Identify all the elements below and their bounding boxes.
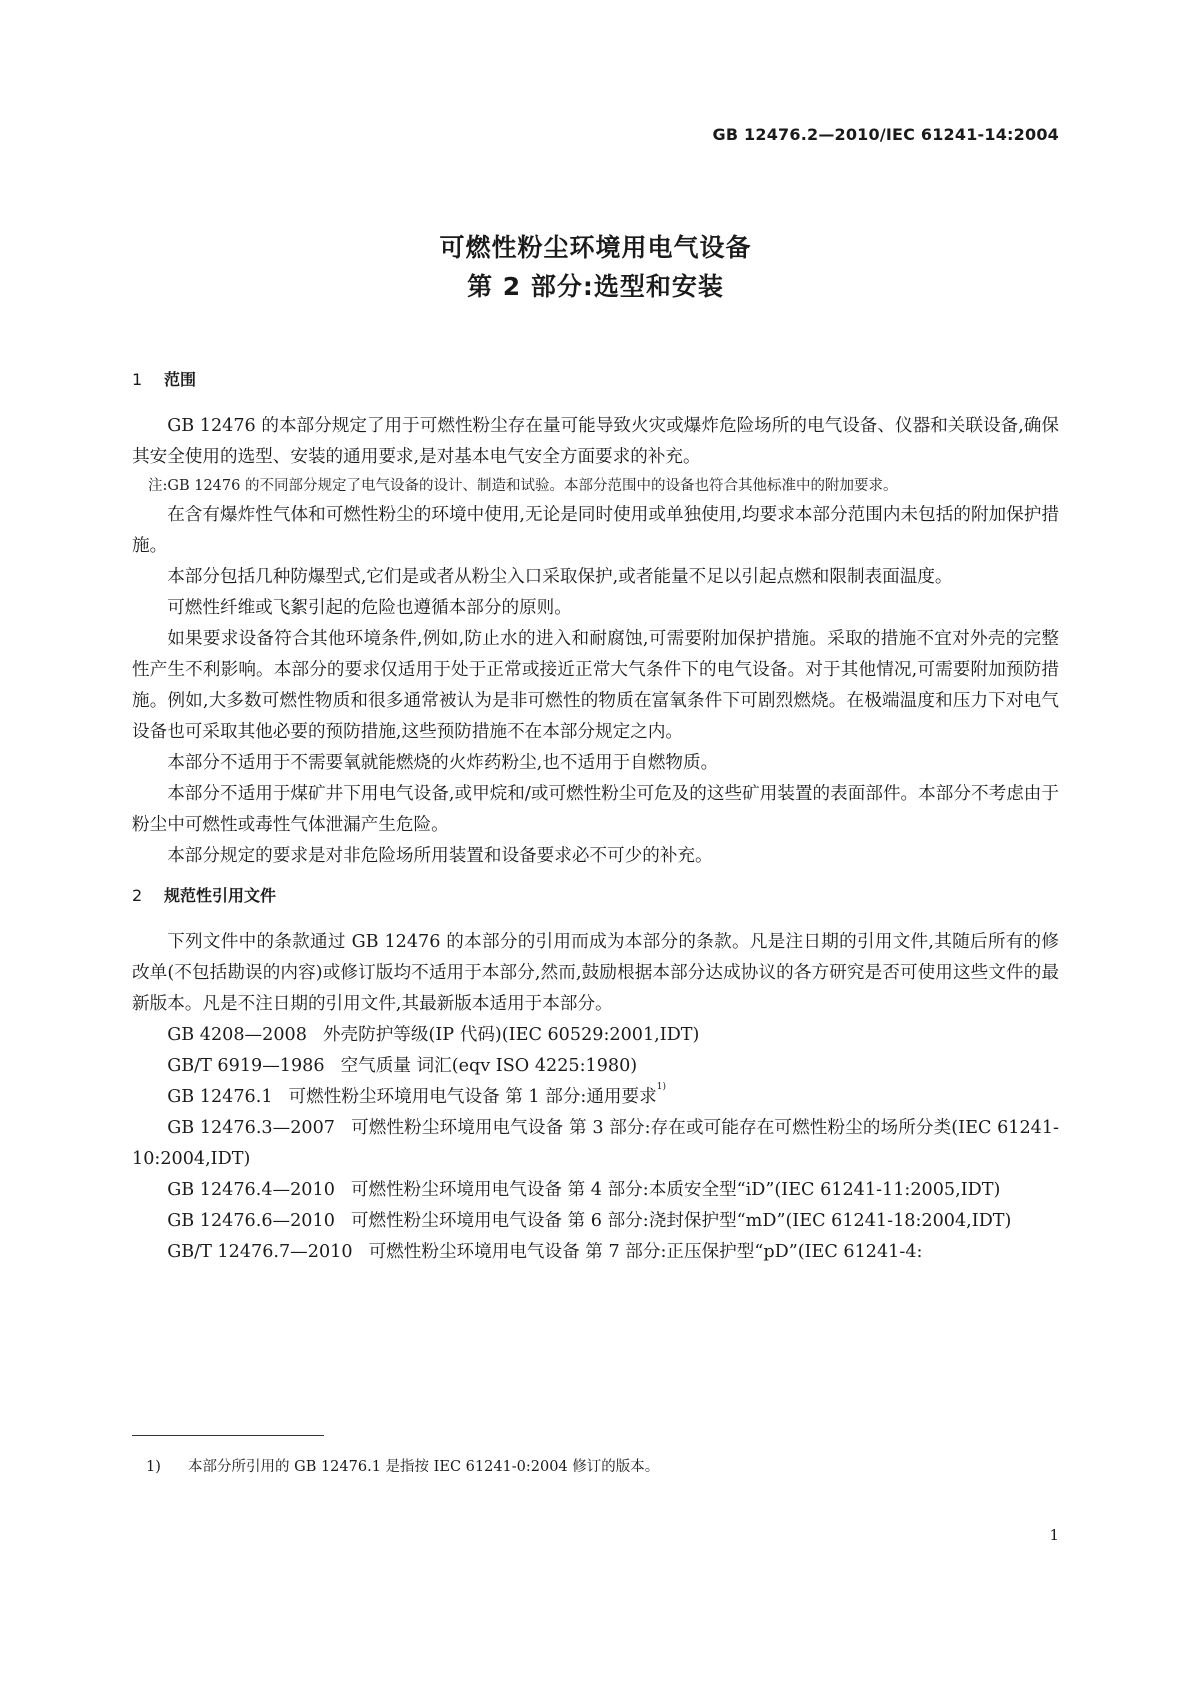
reference-title: 可燃性粉尘环境用电气设备 第 7 部分:正压保护型“pD”(IEC 61241-4: bbox=[368, 1242, 923, 1262]
paragraph: GB 12476 的本部分规定了用于可燃性粉尘存在量可能导致火灾或爆炸危险场所的电气设备、仪器和关联设备,确保其安全使用的选型、安装的通用要求,是对基本电气安全方面要求的补充。 bbox=[132, 416, 1059, 467]
title-line-1: 可燃性粉尘环境用电气设备 bbox=[439, 233, 752, 262]
reference-title: 空气质量 词汇(eqv ISO 4225:1980) bbox=[340, 1056, 638, 1076]
reference-code: GB 12476.1 bbox=[167, 1087, 273, 1107]
footnote-mark: 1) bbox=[146, 1459, 161, 1475]
footnote-text: 本部分所引用的 GB 12476.1 是指按 IEC 61241-0:2004 修订的版本。 bbox=[188, 1459, 660, 1475]
reference-title: 外壳防护等级(IP 代码)(IEC 60529:2001,IDT) bbox=[322, 1025, 700, 1045]
reference-item bbox=[132, 1175, 1059, 1206]
reference-item bbox=[132, 1051, 1059, 1082]
reference-item bbox=[132, 1082, 1059, 1113]
reference-title: 可燃性粉尘环境用电气设备 第 6 部分:浇封保护型“mD”(IEC 61241-18:2004,IDT) bbox=[350, 1211, 1012, 1231]
paragraph: 本部分不适用于煤矿井下用电气设备,或甲烷和/或可燃性粉尘可危及的这些矿用装置的表面部件。本部分不考虑由于粉尘中可燃性或毒性气体泄漏产生危险。 bbox=[132, 784, 1059, 835]
reference-item bbox=[132, 1237, 1059, 1268]
reference-title: 可燃性粉尘环境用电气设备 第 3 部分:存在或可能存在可燃性粉尘的场所分类(IEC 61241-10:2004,IDT) bbox=[132, 1118, 1059, 1169]
reference-item bbox=[132, 1206, 1059, 1237]
document-title bbox=[0, 228, 1191, 306]
note: 注:GB 12476 的不同部分规定了电气设备的设计、制造和试验。本部分范围中的设备也符合其他标准中的附加要求。 bbox=[148, 478, 898, 494]
section-2-heading bbox=[132, 882, 1059, 910]
reference-title: 可燃性粉尘环境用电气设备 第 4 部分:本质安全型“iD”(IEC 61241-11:2005,IDT) bbox=[350, 1180, 1001, 1200]
page-number: 1 bbox=[1049, 1526, 1059, 1544]
section-number: 2 bbox=[132, 886, 143, 905]
paragraph: 在含有爆炸性气体和可燃性粉尘的环境中使用,无论是同时使用或单独使用,均要求本部分范围内未包括的附加保护措施。 bbox=[132, 505, 1059, 556]
reference-item bbox=[132, 1113, 1059, 1175]
paragraph: 可燃性纤维或飞絮引起的危险也遵循本部分的原则。 bbox=[167, 598, 572, 618]
paragraph: 本部分不适用于不需要氧就能燃烧的火炸药粉尘,也不适用于自燃物质。 bbox=[167, 753, 719, 773]
reference-code: GB/T 12476.7—2010 bbox=[167, 1242, 353, 1262]
paragraph: 本部分包括几种防爆型式,它们是或者从粉尘入口采取保护,或者能量不足以引起点燃和限制表面温度。 bbox=[167, 567, 953, 587]
footnote bbox=[146, 1456, 659, 1478]
main-content bbox=[132, 366, 1059, 1268]
reference-code: GB 12476.3—2007 bbox=[167, 1118, 335, 1138]
footnote-marker: 1) bbox=[656, 1082, 666, 1092]
reference-code: GB/T 6919—1986 bbox=[167, 1056, 325, 1076]
section-1-heading bbox=[132, 366, 1059, 394]
section-title: 范围 bbox=[164, 370, 197, 389]
section-number: 1 bbox=[132, 370, 143, 389]
reference-item bbox=[132, 1020, 1059, 1051]
paragraph: 下列文件中的条款通过 GB 12476 的本部分的引用而成为本部分的条款。凡是注日期的引用文件,其随后所有的修改单(不包括勘误的内容)或修订版均不适用于本部分,然而,鼓励根据本部分达成协议的各方研究是否可使用这些文件的最新版本。凡是不注日期的引用文件,其最新版本适用于本部分。 bbox=[132, 932, 1059, 1014]
reference-title: 可燃性粉尘环境用电气设备 第 1 部分:通用要求 bbox=[288, 1087, 657, 1107]
standard-code: GB 12476.2—2010/IEC 61241-14:2004 bbox=[712, 125, 1059, 144]
paragraph: 本部分规定的要求是对非危险场所用装置和设备要求必不可少的补充。 bbox=[167, 846, 713, 866]
title-line-2: 第 2 部分:选型和安装 bbox=[467, 272, 724, 301]
paragraph: 如果要求设备符合其他环境条件,例如,防止水的进入和耐腐蚀,可需要附加保护措施。采取的措施不宜对外壳的完整性产生不利影响。本部分的要求仅适用于处于正常或接近正常大气条件下的电气设备。对于其他情况,可需要附加预防措施。例如,大多数可燃性物质和很多通常被认为是非可燃性的物质在富氧条件下可剧烈燃烧。在极端温度和压力下对电气设备也可采取其他必要的预防措施,这些预防措施不在本部分规定之内。 bbox=[132, 629, 1059, 742]
reference-code: GB 12476.4—2010 bbox=[167, 1180, 335, 1200]
reference-code: GB 4208—2008 bbox=[167, 1025, 307, 1045]
footnote-divider bbox=[132, 1435, 324, 1436]
section-title: 规范性引用文件 bbox=[164, 886, 277, 905]
reference-code: GB 12476.6—2010 bbox=[167, 1211, 335, 1231]
